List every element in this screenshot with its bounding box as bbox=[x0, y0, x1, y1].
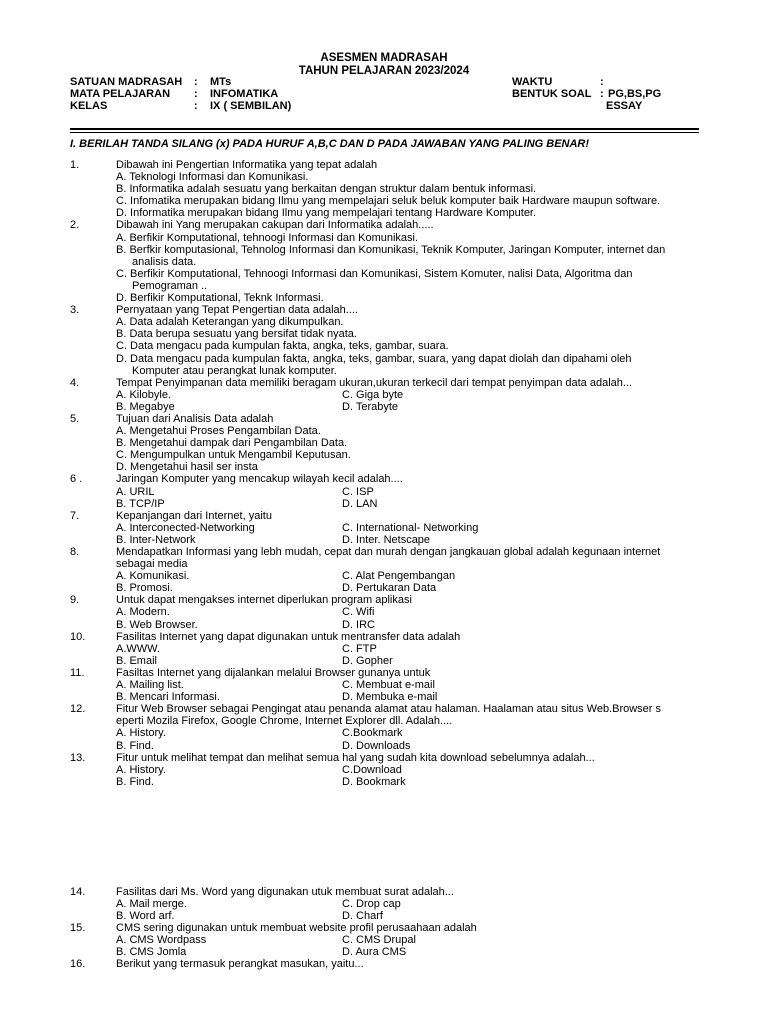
page-gap bbox=[70, 788, 700, 886]
answer-option: D. Charf bbox=[342, 910, 383, 923]
answer-option: C.Download bbox=[342, 763, 402, 776]
answer-options-row bbox=[116, 727, 700, 739]
answer-option-text: A. Berfikir Komputational, tehnoogi Informasi dan Komunikasi. bbox=[116, 231, 419, 244]
question-text: CMS sering digunakan untuk membuat website profil perusaahaan adalah bbox=[116, 922, 477, 935]
answer-options-row bbox=[116, 401, 700, 413]
answer-options-row bbox=[116, 570, 700, 582]
answer-option: B. Web Browser. bbox=[116, 618, 198, 631]
question-number: 14. bbox=[70, 885, 86, 898]
question-number: 10. bbox=[70, 630, 86, 643]
question-number: 1. bbox=[70, 159, 80, 171]
answer-option-text: D. Mengetahui hasil ser insta bbox=[116, 461, 258, 474]
answer-options-row bbox=[116, 898, 700, 910]
answer-option: C. Wifi bbox=[342, 606, 375, 619]
answer-option bbox=[116, 232, 700, 244]
answer-option: B. CMS Jomla bbox=[116, 946, 187, 959]
answer-option: B. Mencari Informasi. bbox=[116, 691, 220, 704]
school-year: TAHUN PELAJARAN 2023/2024 bbox=[298, 65, 470, 77]
answer-option: A. URIL bbox=[116, 485, 155, 498]
answer-option bbox=[116, 425, 700, 437]
answer-option-text: Pemograman .. bbox=[132, 279, 208, 292]
question-text-continued: eperti Mozila Firefox, Google Chrome, Internet Explorer dll. Adalah.... bbox=[116, 715, 453, 728]
answer-option bbox=[116, 244, 700, 256]
answer-option: B. Word arf. bbox=[116, 910, 175, 923]
answer-option: D. LAN bbox=[342, 497, 378, 510]
info-separator: : bbox=[600, 76, 604, 88]
question-number: 15. bbox=[70, 922, 86, 935]
answer-option: B. TCP/IP bbox=[116, 497, 165, 510]
answer-option: C. Giga byte bbox=[342, 388, 404, 401]
question-number: 4. bbox=[70, 376, 80, 389]
answer-option: C. Drop cap bbox=[342, 897, 401, 910]
answer-option: B. Find. bbox=[116, 775, 154, 788]
answer-options-row bbox=[116, 534, 700, 546]
answer-option bbox=[116, 171, 700, 183]
question-number: 9. bbox=[70, 594, 80, 607]
question-text: Pernyataan yang Tepat Pengertian data adalah.... bbox=[116, 304, 358, 317]
question-number: 13. bbox=[70, 751, 86, 764]
answer-option bbox=[116, 340, 700, 352]
answer-options-row bbox=[116, 946, 700, 958]
answer-option bbox=[116, 365, 700, 377]
answer-options-row bbox=[116, 619, 700, 631]
info-separator: : bbox=[194, 76, 198, 88]
answer-option: A. CMS Wordpass bbox=[116, 934, 207, 947]
answer-option bbox=[116, 207, 700, 219]
answer-option: A. Mailing list. bbox=[116, 679, 184, 692]
answer-option: C. Membuat e-mail bbox=[342, 679, 435, 692]
question-text: Jaringan Komputer yang mencakup wilayah kecil adalah.... bbox=[116, 473, 403, 486]
info-separator: : bbox=[194, 100, 198, 112]
answer-option-text: A. Data adalah Keterangan yang dikumpulkan. bbox=[116, 316, 344, 329]
answer-option-text: C. Infomatika merupakan bidang Ilmu yang mempelajari seluk beluk komputer baik Hardware maupun software. bbox=[116, 195, 661, 208]
answer-options-row bbox=[116, 606, 700, 618]
info-separator: : bbox=[600, 88, 604, 100]
answer-option bbox=[116, 195, 700, 207]
question-item bbox=[70, 510, 700, 546]
info-label: BENTUK SOAL bbox=[512, 88, 592, 100]
question-item bbox=[70, 413, 700, 473]
question-item bbox=[70, 631, 700, 667]
question-text-continued: sebagai media bbox=[116, 558, 188, 571]
section-instruction: I. BERILAH TANDA SILANG (x) PADA HURUF A,B,C DAN D PADA JAWABAN YANG PALING BENAR! bbox=[70, 138, 590, 150]
answer-option: C. Alat Pengembangan bbox=[342, 570, 456, 583]
answer-options-row bbox=[116, 389, 700, 401]
question-number: 7. bbox=[70, 509, 80, 522]
answer-option-text: C. Data mengacu pada kumpulan fakta, angka, teks, gambar, suara. bbox=[116, 340, 449, 353]
info-label: KELAS bbox=[70, 100, 108, 112]
question-number: 6 . bbox=[70, 473, 83, 486]
question-number: 16. bbox=[70, 958, 86, 971]
answer-options-row bbox=[116, 910, 700, 922]
answer-option: B. Email bbox=[116, 654, 157, 667]
answer-option-text: A. Teknologi Informasi dan Komunikasi. bbox=[116, 171, 309, 184]
question-item bbox=[70, 377, 700, 413]
answer-option: A. History. bbox=[116, 727, 166, 740]
question-text: Tujuan dari Analisis Data adalah bbox=[116, 412, 274, 425]
answer-option bbox=[116, 256, 700, 268]
answer-option-text: analisis data. bbox=[132, 255, 197, 268]
question-item bbox=[70, 703, 700, 751]
answer-option: D. Downloads bbox=[342, 739, 411, 752]
answer-option: D. Membuka e-mail bbox=[342, 691, 438, 704]
answer-options-row bbox=[116, 582, 700, 594]
answer-options-row bbox=[116, 655, 700, 667]
answer-options-row bbox=[116, 934, 700, 946]
question-item bbox=[70, 219, 700, 304]
answer-option: B. Megabye bbox=[116, 400, 175, 413]
answer-option: D. IRC bbox=[342, 618, 375, 631]
question-text: Untuk dapat mengakses internet diperlukan program aplikasi bbox=[116, 594, 412, 607]
exam-title: ASESMEN MADRASAH bbox=[320, 52, 448, 64]
question-item bbox=[70, 159, 700, 219]
answer-option bbox=[116, 280, 700, 292]
answer-options-row bbox=[116, 740, 700, 752]
info-value: INFOMATIKA bbox=[210, 88, 279, 100]
question-item bbox=[70, 594, 700, 630]
info-value: PG,BS,PG bbox=[608, 88, 662, 100]
answer-option bbox=[116, 268, 700, 280]
question-list bbox=[70, 159, 700, 971]
info-label: MATA PELAJARAN bbox=[70, 88, 171, 100]
answer-options-row bbox=[116, 643, 700, 655]
question-item bbox=[70, 473, 700, 509]
question-item bbox=[70, 922, 700, 958]
question-number: 2. bbox=[70, 219, 80, 232]
question-text: Kepanjangan dari Internet, yaitu bbox=[116, 509, 272, 522]
question-item bbox=[70, 752, 700, 788]
answer-option: C.Bookmark bbox=[342, 727, 403, 740]
answer-option: A. Modern. bbox=[116, 606, 170, 619]
question-text: Dibawah ini Pengertian Informatika yang tepat adalah bbox=[116, 159, 378, 171]
info-separator: : bbox=[194, 88, 198, 100]
question-item bbox=[70, 667, 700, 703]
info-value: MTs bbox=[210, 76, 232, 88]
answer-option bbox=[116, 449, 700, 461]
answer-option: C. FTP bbox=[342, 642, 377, 655]
question-text: Fasilitas dari Ms. Word yang digunakan utuk membuat surat adalah... bbox=[116, 885, 454, 898]
answer-option: D. Aura CMS bbox=[342, 946, 407, 959]
answer-option-text: Komputer atau perangkat lunak komputer. bbox=[132, 364, 337, 377]
answer-option-text: D. Berfikir Komputational, Teknk Informasi. bbox=[116, 292, 324, 305]
answer-option: A. Kilobyle. bbox=[116, 388, 172, 401]
question-number: 5. bbox=[70, 412, 80, 425]
question-item bbox=[70, 958, 700, 970]
question-text: Fasiltas Internet yang dijalankan melalui Browser gunanya untuk bbox=[116, 666, 431, 679]
answer-option: C. CMS Drupal bbox=[342, 934, 416, 947]
answer-option bbox=[116, 316, 700, 328]
question-number: 11. bbox=[70, 666, 85, 679]
answer-option: D. Bookmark bbox=[342, 775, 406, 788]
answer-option-text: B. Mengetahui dampak dari Pengambilan Data. bbox=[116, 437, 348, 450]
answer-options-row bbox=[116, 679, 700, 691]
header-divider bbox=[70, 128, 699, 130]
answer-option bbox=[116, 437, 700, 449]
question-text: Fitur Web Browser sebagai Pengingat atau penanda alamat atau halaman. Haalaman atau situs Web.Browser s bbox=[116, 703, 662, 716]
info-value: IX ( SEMBILAN) bbox=[210, 100, 292, 112]
answer-option-text: B. Berfkir komputasional, Tehnolog Informasi dan Komunikasi, Teknik Komputer, Jaringan Komputer, internet dan bbox=[116, 243, 666, 256]
answer-option bbox=[116, 328, 700, 340]
question-item bbox=[70, 546, 700, 594]
question-text: Fitur untuk melihat tempat dan melihat semua hal yang sudah kita download sebelumnya adalah... bbox=[116, 751, 595, 764]
question-number: 3. bbox=[70, 304, 80, 317]
answer-option-text: B. Informatika adalah sesuatu yang berkaitan dengan struktur dalam bentuk informasi. bbox=[116, 183, 537, 196]
answer-options-row bbox=[116, 776, 700, 788]
answer-option: D. Gopher bbox=[342, 654, 393, 667]
answer-option: A.WWW. bbox=[116, 642, 160, 655]
question-text: Berikut yang termasuk perangkat masukan, yaitu... bbox=[116, 958, 364, 971]
info-label: WAKTU bbox=[512, 76, 553, 88]
question-number: 8. bbox=[70, 546, 80, 558]
question-text: Tempat Penyimpanan data memiliki beragam ukuran,ukuran terkecil dari tempat penyimpan data adalah... bbox=[116, 376, 633, 389]
answer-option bbox=[116, 461, 700, 473]
answer-option-text: D. Informatika merupakan bidang Ilmu yang mempelajari tentang Hardware Komputer. bbox=[116, 207, 537, 220]
answer-options-row bbox=[116, 498, 700, 510]
question-text: Mendapatkan Informasi yang lebh mudah, cepat dan murah dengan jangkauan global adalah kegunaan internet bbox=[116, 546, 661, 558]
question-number: 12. bbox=[70, 703, 86, 716]
answer-option: A. Mail merge. bbox=[116, 897, 187, 910]
answer-options-row bbox=[116, 486, 700, 498]
info-label: SATUAN MADRASAH bbox=[70, 76, 183, 88]
question-item bbox=[70, 886, 700, 922]
header-divider-thin bbox=[70, 132, 699, 133]
question-text: Fasilitas Internet yang dapat digunakan untuk mentransfer data adalah bbox=[116, 630, 461, 643]
answer-option: B. Inter-Network bbox=[116, 533, 196, 546]
answer-option-text: B. Data berupa sesuatu yang bersifat tidak nyata. bbox=[116, 328, 357, 341]
answer-option: A. Interconected-Networking bbox=[116, 521, 255, 534]
answer-option: B. Find. bbox=[116, 739, 154, 752]
answer-option: A. Komunikasi. bbox=[116, 570, 190, 583]
answer-options-row bbox=[116, 764, 700, 776]
answer-option: B. Promosi. bbox=[116, 582, 173, 595]
answer-option: D. Pertukaran Data bbox=[342, 582, 437, 595]
answer-option: D. Terabyte bbox=[342, 400, 399, 413]
answer-option: C. International- Networking bbox=[342, 521, 479, 534]
answer-option-text: C. Mengumpulkan untuk Mengambil Keputusan. bbox=[116, 449, 351, 462]
answer-option-text: C. Berfikir Komputational, Tehnoogi Informasi dan Komunikasi, Sistem Komuter, nalisi Data, Algoritma dan bbox=[116, 267, 633, 280]
answer-option-text: A. Mengetahui Proses Pengambilan Data. bbox=[116, 425, 321, 438]
answer-options-row bbox=[116, 691, 700, 703]
answer-option bbox=[116, 292, 700, 304]
answer-option: D. Inter. Netscape bbox=[342, 533, 431, 546]
answer-option bbox=[116, 353, 700, 365]
question-text: Dibawah ini Yang merupakan cakupan dari Informatika adalah..... bbox=[116, 219, 434, 232]
answer-option: A. History. bbox=[116, 763, 166, 776]
answer-options-row bbox=[116, 522, 700, 534]
question-item bbox=[70, 304, 700, 377]
answer-option-text: D. Data mengacu pada kumpulan fakta, angka, teks, gambar, suara, yang dapat diolah dan dipahami oleh bbox=[116, 352, 632, 365]
answer-option: C. ISP bbox=[342, 485, 374, 498]
info-value: ESSAY bbox=[606, 100, 643, 112]
answer-option bbox=[116, 183, 700, 195]
